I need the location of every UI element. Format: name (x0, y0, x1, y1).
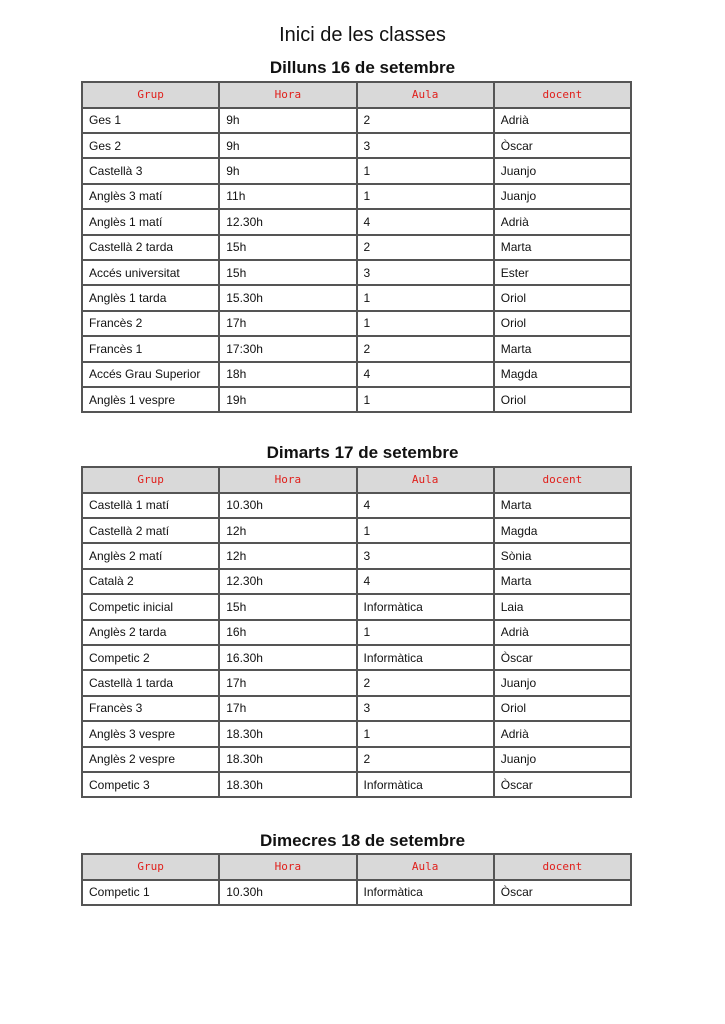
column-header-docent: docent (494, 854, 631, 880)
cell-docent: Marta (494, 336, 631, 361)
cell-docent: Magda (494, 518, 631, 543)
cell-hora: 18h (219, 362, 356, 387)
cell-docent: Òscar (494, 880, 631, 905)
cell-aula: 1 (357, 311, 494, 336)
cell-grup: Català 2 (82, 569, 219, 594)
cell-aula: 4 (357, 362, 494, 387)
column-header-aula: Aula (357, 854, 494, 880)
cell-docent: Òscar (494, 772, 631, 797)
column-header-hora: Hora (219, 82, 356, 108)
schedule-table-dilluns (81, 81, 632, 413)
cell-aula: 1 (357, 387, 494, 412)
cell-hora: 19h (219, 387, 356, 412)
table-row (82, 721, 631, 746)
cell-aula: 3 (357, 133, 494, 158)
cell-aula: 2 (357, 108, 494, 133)
column-header-hora: Hora (219, 467, 356, 493)
cell-hora: 16h (219, 620, 356, 645)
cell-docent: Òscar (494, 133, 631, 158)
cell-aula: Informàtica (357, 594, 494, 619)
table-row (82, 158, 631, 183)
cell-hora: 12h (219, 518, 356, 543)
table-row (82, 569, 631, 594)
cell-hora: 12h (219, 543, 356, 568)
schedule-table-dimecres (81, 853, 632, 906)
cell-docent: Adrià (494, 108, 631, 133)
cell-aula: 3 (357, 260, 494, 285)
column-header-grup: Grup (82, 467, 219, 493)
day-title-dimecres: Dimecres 18 de setembre (259, 831, 466, 850)
cell-hora: 18.30h (219, 747, 356, 772)
cell-hora: 10.30h (219, 880, 356, 905)
table-header-row (82, 82, 631, 108)
cell-aula: 4 (357, 493, 494, 518)
cell-grup: Castellà 1 matí (82, 493, 219, 518)
cell-docent: Juanjo (494, 670, 631, 695)
cell-aula: 1 (357, 518, 494, 543)
cell-hora: 17h (219, 696, 356, 721)
column-header-hora: Hora (219, 854, 356, 880)
cell-aula: 1 (357, 285, 494, 310)
cell-hora: 9h (219, 108, 356, 133)
cell-docent: Laia (494, 594, 631, 619)
cell-aula: Informàtica (357, 772, 494, 797)
table-row (82, 670, 631, 695)
cell-grup: Castellà 1 tarda (82, 670, 219, 695)
table-header-row (82, 467, 631, 493)
cell-grup: Anglès 1 vespre (82, 387, 219, 412)
cell-hora: 15h (219, 594, 356, 619)
cell-aula: 1 (357, 721, 494, 746)
table-row (82, 772, 631, 797)
table-row (82, 645, 631, 670)
cell-grup: Accés Grau Superior (82, 362, 219, 387)
cell-grup: Castellà 3 (82, 158, 219, 183)
cell-aula: 2 (357, 235, 494, 260)
cell-docent: Juanjo (494, 747, 631, 772)
cell-docent: Oriol (494, 387, 631, 412)
cell-grup: Francès 2 (82, 311, 219, 336)
cell-docent: Adrià (494, 721, 631, 746)
cell-docent: Ester (494, 260, 631, 285)
cell-hora: 12.30h (219, 209, 356, 234)
cell-docent: Adrià (494, 209, 631, 234)
cell-grup: Ges 1 (82, 108, 219, 133)
cell-grup: Competic 2 (82, 645, 219, 670)
cell-hora: 15h (219, 235, 356, 260)
cell-grup: Anglès 2 vespre (82, 747, 219, 772)
cell-grup: Anglès 2 tarda (82, 620, 219, 645)
cell-grup: Anglès 1 tarda (82, 285, 219, 310)
cell-grup: Francès 3 (82, 696, 219, 721)
cell-docent: Oriol (494, 696, 631, 721)
cell-aula: 1 (357, 620, 494, 645)
cell-grup: Competic 3 (82, 772, 219, 797)
cell-docent: Juanjo (494, 184, 631, 209)
table-row (82, 696, 631, 721)
cell-grup: Anglès 3 vespre (82, 721, 219, 746)
cell-aula: Informàtica (357, 645, 494, 670)
cell-docent: Òscar (494, 645, 631, 670)
cell-aula: 1 (357, 158, 494, 183)
column-header-aula: Aula (357, 82, 494, 108)
cell-aula: 3 (357, 696, 494, 721)
cell-docent: Sònia (494, 543, 631, 568)
cell-aula: Informàtica (357, 880, 494, 905)
cell-hora: 17h (219, 670, 356, 695)
table-row (82, 620, 631, 645)
document-title: Inici de les classes (279, 24, 446, 46)
column-header-docent: docent (494, 467, 631, 493)
cell-docent: Marta (494, 493, 631, 518)
table-row (82, 133, 631, 158)
table-row (82, 108, 631, 133)
cell-hora: 17:30h (219, 336, 356, 361)
cell-aula: 2 (357, 747, 494, 772)
column-header-docent: docent (494, 82, 631, 108)
cell-aula: 4 (357, 209, 494, 234)
cell-grup: Castellà 2 tarda (82, 235, 219, 260)
cell-hora: 18.30h (219, 772, 356, 797)
schedule-table-dimarts (81, 466, 632, 798)
column-header-grup: Grup (82, 82, 219, 108)
cell-hora: 10.30h (219, 493, 356, 518)
cell-grup: Ges 2 (82, 133, 219, 158)
table-header-row (82, 854, 631, 880)
table-row (82, 235, 631, 260)
cell-grup: Accés universitat (82, 260, 219, 285)
cell-grup: Competic inicial (82, 594, 219, 619)
table-row (82, 311, 631, 336)
table-row (82, 493, 631, 518)
cell-docent: Juanjo (494, 158, 631, 183)
cell-aula: 3 (357, 543, 494, 568)
cell-hora: 18.30h (219, 721, 356, 746)
cell-docent: Oriol (494, 285, 631, 310)
cell-grup: Castellà 2 matí (82, 518, 219, 543)
cell-hora: 15.30h (219, 285, 356, 310)
column-header-aula: Aula (357, 467, 494, 493)
cell-docent: Marta (494, 569, 631, 594)
cell-grup: Anglès 3 matí (82, 184, 219, 209)
cell-aula: 4 (357, 569, 494, 594)
table-row (82, 747, 631, 772)
cell-hora: 9h (219, 158, 356, 183)
table-row (82, 518, 631, 543)
cell-docent: Adrià (494, 620, 631, 645)
cell-hora: 9h (219, 133, 356, 158)
cell-grup: Francès 1 (82, 336, 219, 361)
cell-aula: 2 (357, 670, 494, 695)
table-row (82, 184, 631, 209)
cell-grup: Competic 1 (82, 880, 219, 905)
table-row (82, 594, 631, 619)
cell-aula: 2 (357, 336, 494, 361)
table-row (82, 285, 631, 310)
cell-hora: 17h (219, 311, 356, 336)
table-row (82, 543, 631, 568)
table-row (82, 336, 631, 361)
column-header-grup: Grup (82, 854, 219, 880)
table-row (82, 260, 631, 285)
cell-aula: 1 (357, 184, 494, 209)
table-row (82, 387, 631, 412)
day-title-dilluns: Dilluns 16 de setembre (269, 58, 456, 77)
cell-grup: Anglès 1 matí (82, 209, 219, 234)
cell-hora: 12.30h (219, 569, 356, 594)
cell-grup: Anglès 2 matí (82, 543, 219, 568)
cell-hora: 16.30h (219, 645, 356, 670)
cell-hora: 15h (219, 260, 356, 285)
day-title-dimarts: Dimarts 17 de setembre (266, 443, 459, 462)
cell-hora: 11h (219, 184, 356, 209)
cell-docent: Magda (494, 362, 631, 387)
table-row (82, 362, 631, 387)
table-row (82, 209, 631, 234)
cell-docent: Oriol (494, 311, 631, 336)
cell-docent: Marta (494, 235, 631, 260)
table-row (82, 880, 631, 905)
